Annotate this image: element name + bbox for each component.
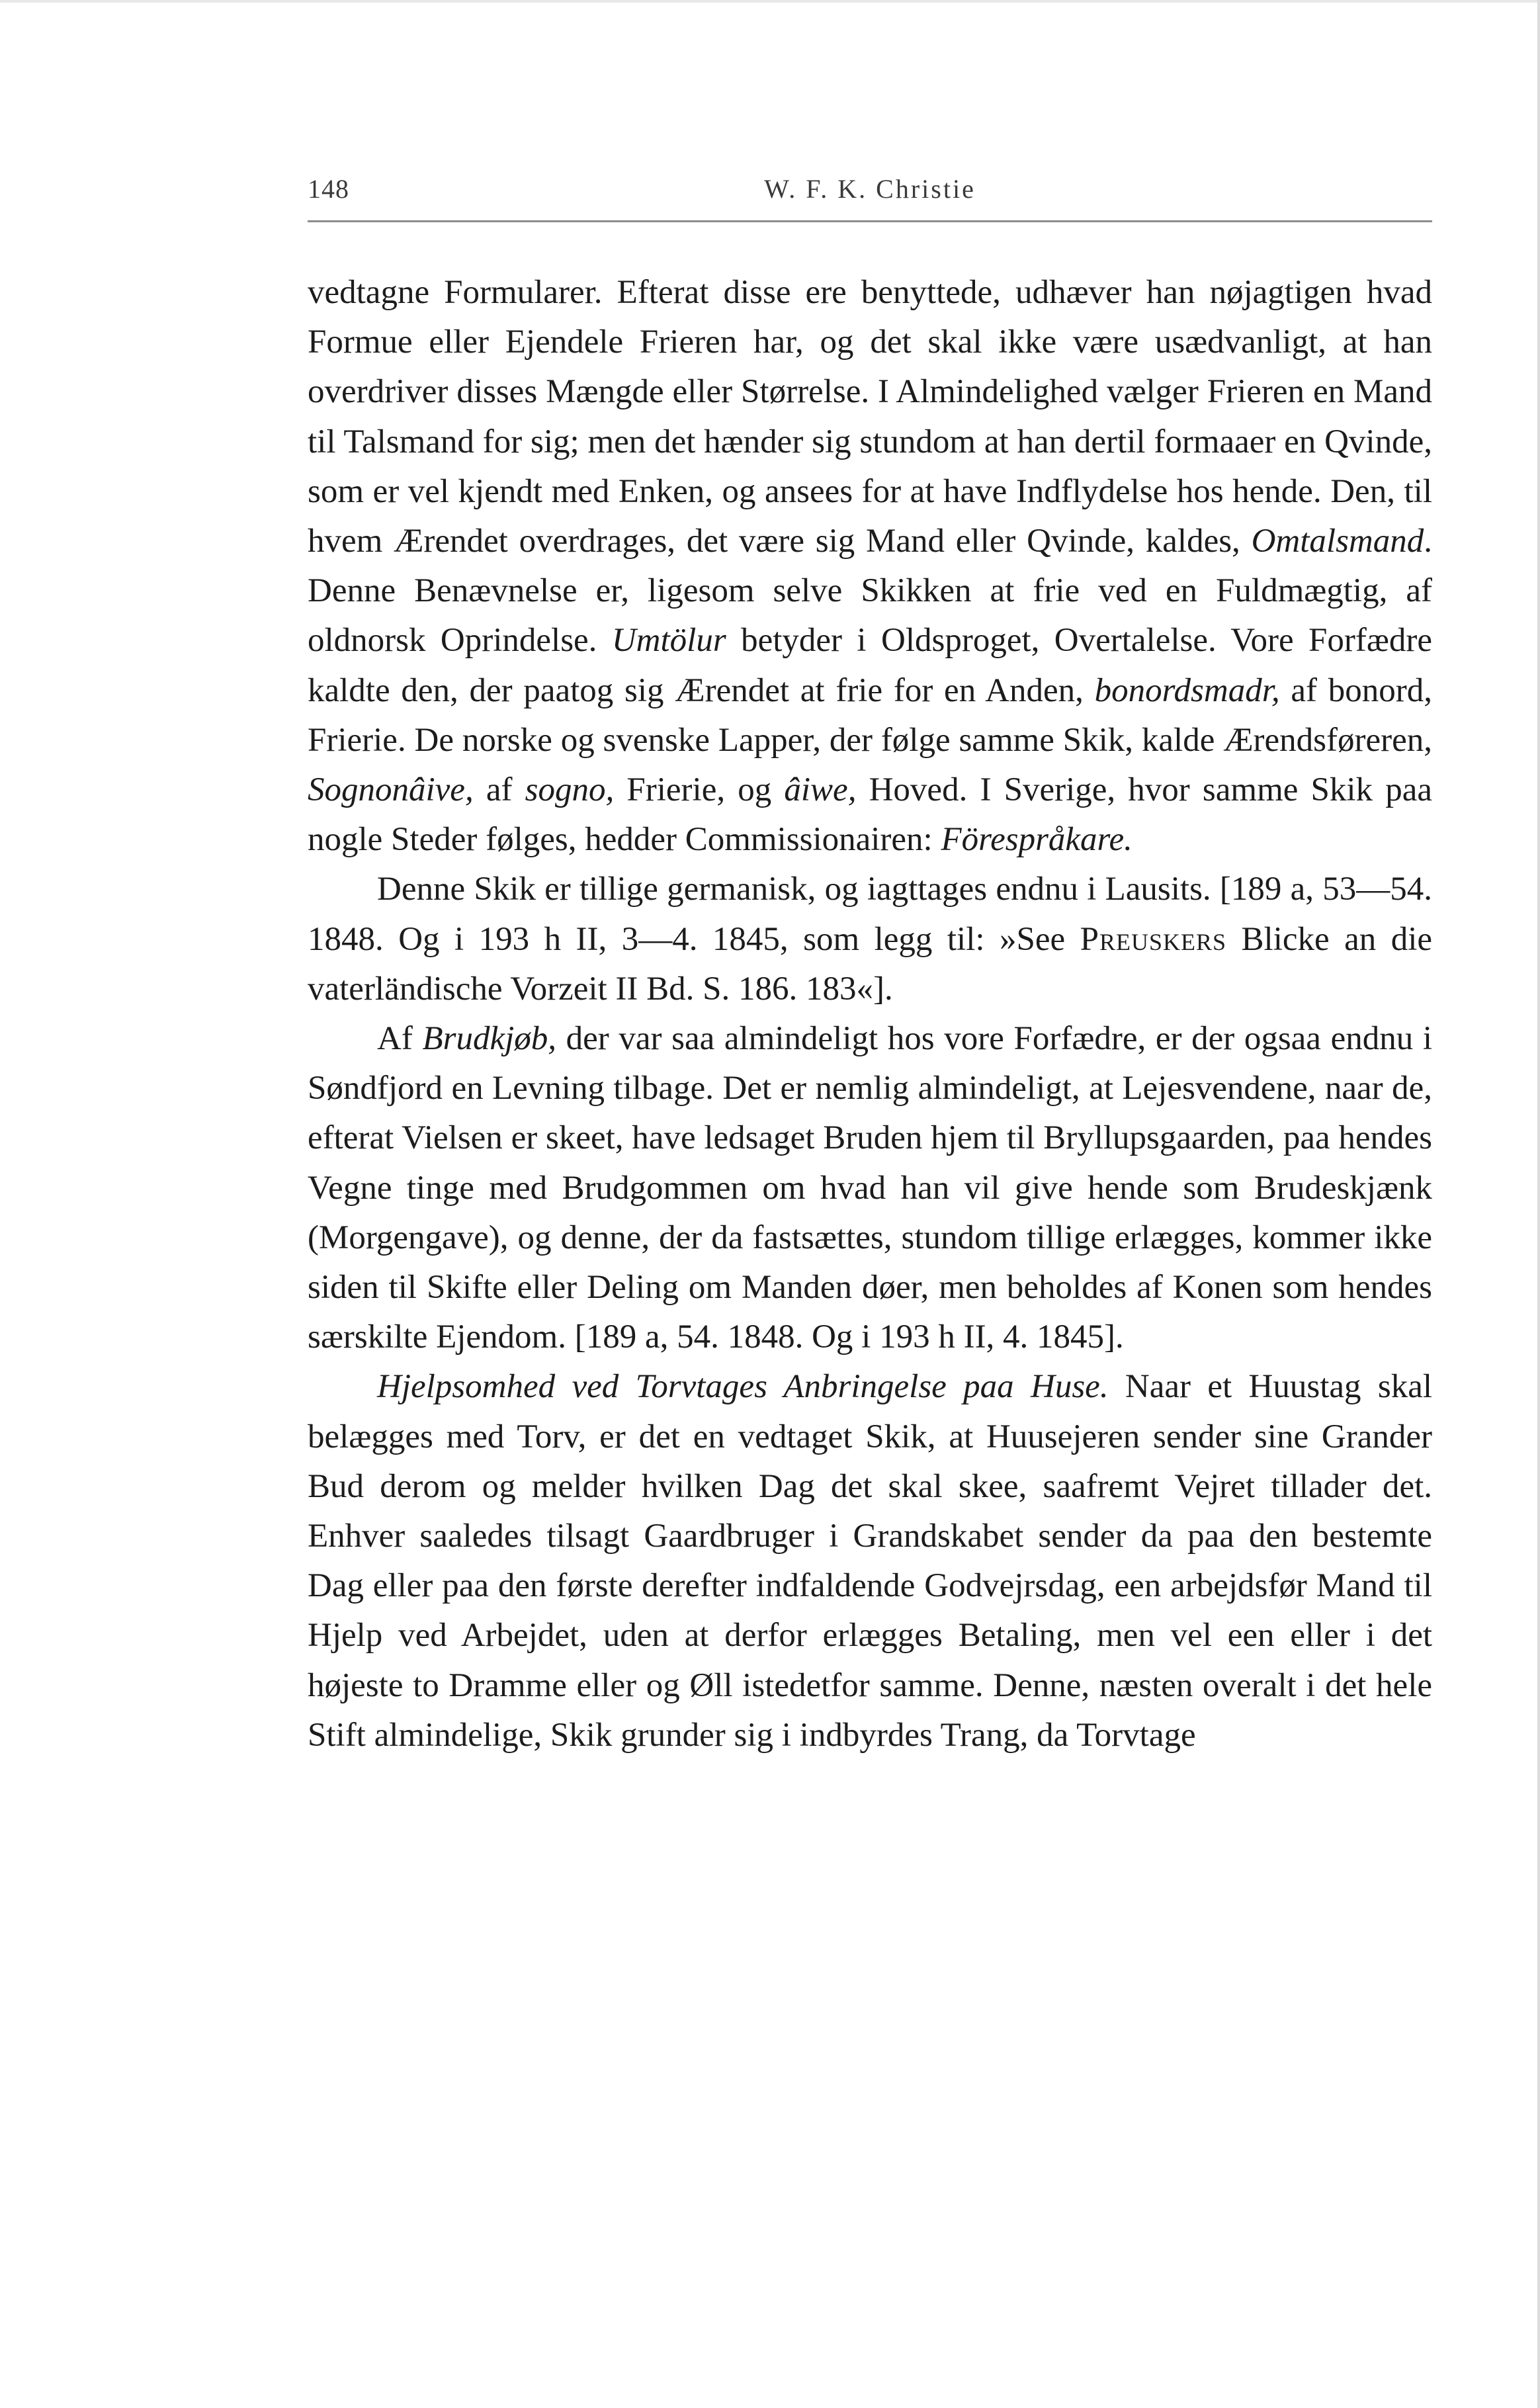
header-rule — [308, 220, 1432, 222]
text-run: Hoved. I Sverige, hvor samme Skik paa nogle Steder følges, hedder Commissionairen: — [308, 771, 1432, 859]
page-edge-right — [1537, 0, 1540, 2408]
text-run: Denne Skik er tillige germanisk, og iagttages endnu i Lausits. [189 a, 53—54. 1848. Og i 193 h II, 3—4. 1845, som legg til: »See — [308, 871, 1432, 958]
page-edge-top — [0, 0, 1540, 3]
paragraph-3 — [308, 1014, 1432, 1362]
italic-term: âiwe, — [784, 771, 857, 809]
text-run: betyder i Oldsproget, Overtalelse. Vore Forfædre kaldte den, der paatog sig Ærendet at frie for en Anden, — [308, 622, 1432, 709]
italic-term: Sognonâive, — [308, 771, 474, 809]
paragraph-1 — [308, 268, 1432, 865]
running-head-author: W. F. K. Christie — [764, 174, 976, 204]
italic-term: Förespråkare. — [941, 821, 1133, 859]
paragraph-2 — [308, 865, 1432, 1014]
section-heading-italic: Hjelpsomhed ved Torvtages Anbringelse paa Huse. — [377, 1368, 1109, 1406]
italic-term: bonordsmadr, — [1094, 671, 1280, 709]
small-caps-name: Preuskers — [1080, 920, 1227, 958]
text-run: Blicke an die vaterländische Vorzeit II Bd. S. 186. 183«]. — [308, 920, 1432, 1008]
italic-term: Umtölur — [611, 622, 726, 660]
text-run: af bonord, Frierie. De norske og svenske Lapper, der følge samme Skik, kalde Ærendsføreren, — [308, 671, 1432, 759]
text-run: Naar et Huustag skal belægges med Torv, er det en vedtaget Skik, at Huusejeren sender sine Grander Bud derom og melder hvilken Dag det skal skee, saafremt Vejret tillader det. Enhver saaledes tilsagt Gaardbruger i Grandskabet sender da paa den bestemte Dag eller paa den første derefter indfaldende Godvejrsdag, een arbejdsfør Mand til Hjelp ved Arbejdet, uden at derfor erlægges Betaling, men vel een eller i det højeste to Dramme eller og Øll istedetfor samme. Denne, næsten overalt i det hele Stift almindelige, Skik grunder sig i indbyrdes Trang, da Torvtage — [308, 1368, 1433, 1754]
page-number: 148 — [308, 174, 349, 204]
paragraph-4 — [308, 1362, 1432, 1760]
text-run: Af — [377, 1020, 423, 1058]
text-run: Frierie, og — [614, 771, 785, 809]
italic-term: sogno, — [525, 771, 615, 809]
italic-term: Brudkjøb, — [422, 1020, 557, 1058]
text-run: af — [473, 771, 525, 809]
page-header — [308, 173, 1432, 213]
italic-term: Omtalsmand — [1251, 523, 1424, 560]
text-run: . Denne Benævnelse er, ligesom selve Skikken at frie ved en Fuldmægtig, af oldnorsk Oprindelse. — [308, 523, 1432, 660]
text-run: der var saa almindeligt hos vore Forfædre, er der ogsaa endnu i Søndfjord en Levning tilbage. Det er nemlig almindeligt, at Lejesvendene, naar de, efterat Vielsen er skeet, have ledsaget Bruden hjem til Bryllupsgaarden, paa hendes Vegne tinge med Brudgommen om hvad han vil give hende som Brudeskjænk (Morgengave), og denne, der da fastsættes, stundom tillige erlægges, kommer ikke siden til Skifte eller Deling om Manden døer, men beholdes af Konen som hendes særskilte Ejendom. [189 a, 54. 1848. Og i 193 h II, 4. 1845]. — [308, 1020, 1432, 1356]
body-text — [308, 268, 1432, 1760]
text-run: vedtagne Formularer. Efterat disse ere benyttede, udhæver han nøjagtigen hvad Formue eller Ejendele Frieren har, og det skal ikke være usædvanligt, at han overdriver disses Mængde eller Størrelse. I Almindelighed vælger Frieren en Mand til Talsmand for sig; men det hænder sig stundom at han dertil formaaer en Qvinde, som er vel kjendt med Enken, og ansees for at have Indflydelse hos hende. Den, til hvem Ærendet overdrages, det være sig Mand eller Qvinde, kaldes, — [308, 274, 1432, 560]
